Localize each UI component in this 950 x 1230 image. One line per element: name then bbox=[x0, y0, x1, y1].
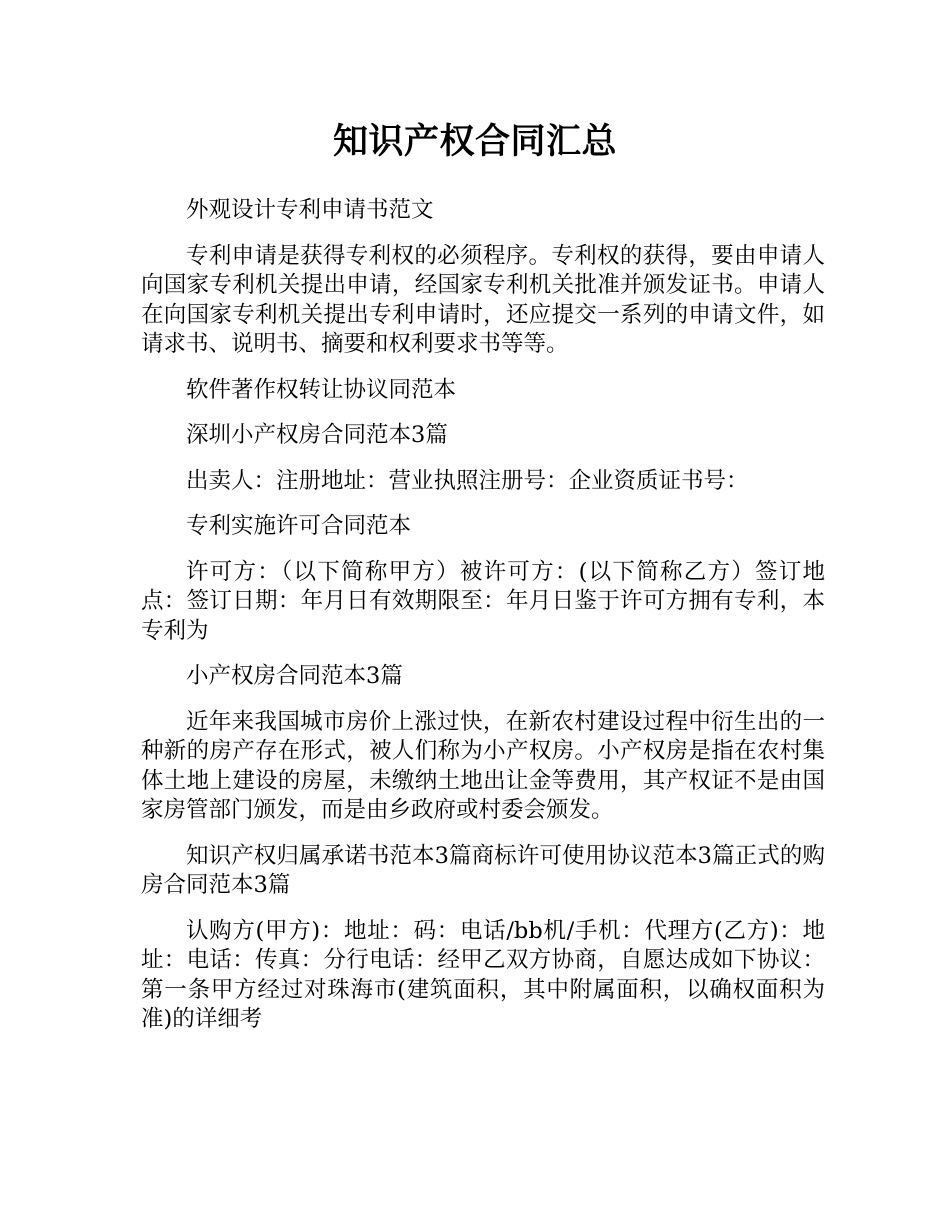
paragraph-purchase-agreement: 认购方(甲方)：地址：码：电话/bb机/手机：代理方(乙方)：地址：电话：传真：分行电话：经甲乙双方协商，自愿达成如下协议：第一条甲方经过对珠海市(建筑面积，其中附属面积，以确权面积为准)的详细考 bbox=[141, 917, 825, 1032]
paragraph-heading-design-patent: 外观设计专利申请书范文 bbox=[186, 197, 434, 223]
paragraph-seller-info: 出卖人：注册地址：营业执照注册号：企业资质证书号： bbox=[186, 467, 749, 494]
paragraph-patent-application: 专利申请是获得专利权的必须程序。专利权的获得，要由申请人向国家专利机关提出申请，经国家专利机关批准并颁发证书。申请人在向国家专利机关提出专利申请时，还应提交一系列的申请文件，如请求书、说明书、摘要和权利要求书等等。 bbox=[141, 242, 825, 357]
document-body bbox=[141, 196, 825, 1035]
document-title: 知识产权合同汇总 bbox=[332, 122, 617, 162]
paragraph-license-parties: 许可方：（以下简称甲方）被许可方：(以下简称乙方）签订地点：签订日期：年月日有效期限至：年月日鉴于许可方拥有专利，本专利为 bbox=[141, 558, 825, 644]
paragraph-heading-shenzhen-property: 深圳小产权房合同范本3篇 bbox=[186, 422, 448, 448]
paragraph-heading-patent-license: 专利实施许可合同范本 bbox=[186, 513, 412, 539]
paragraph-heading-ip-ownership: 知识产权归属承诺书范本3篇商标许可使用协议范本3篇正式的购房合同范本3篇 bbox=[141, 842, 825, 898]
paragraph-small-property-description: 近年来我国城市房价上涨过快，在新农村建设过程中衍生出的一种新的房产存在形式，被人们称为小产权房。小产权房是指在农村集体土地上建设的房屋，未缴纳土地出让金等费用，其产权证不是由国家房管部门颁发，而是由乡政府或村委会颁发。 bbox=[141, 708, 825, 823]
paragraph-heading-software-copyright: 软件著作权转让协议同范本 bbox=[186, 376, 457, 403]
paragraph-heading-small-property: 小产权房合同范本3篇 bbox=[186, 663, 403, 689]
